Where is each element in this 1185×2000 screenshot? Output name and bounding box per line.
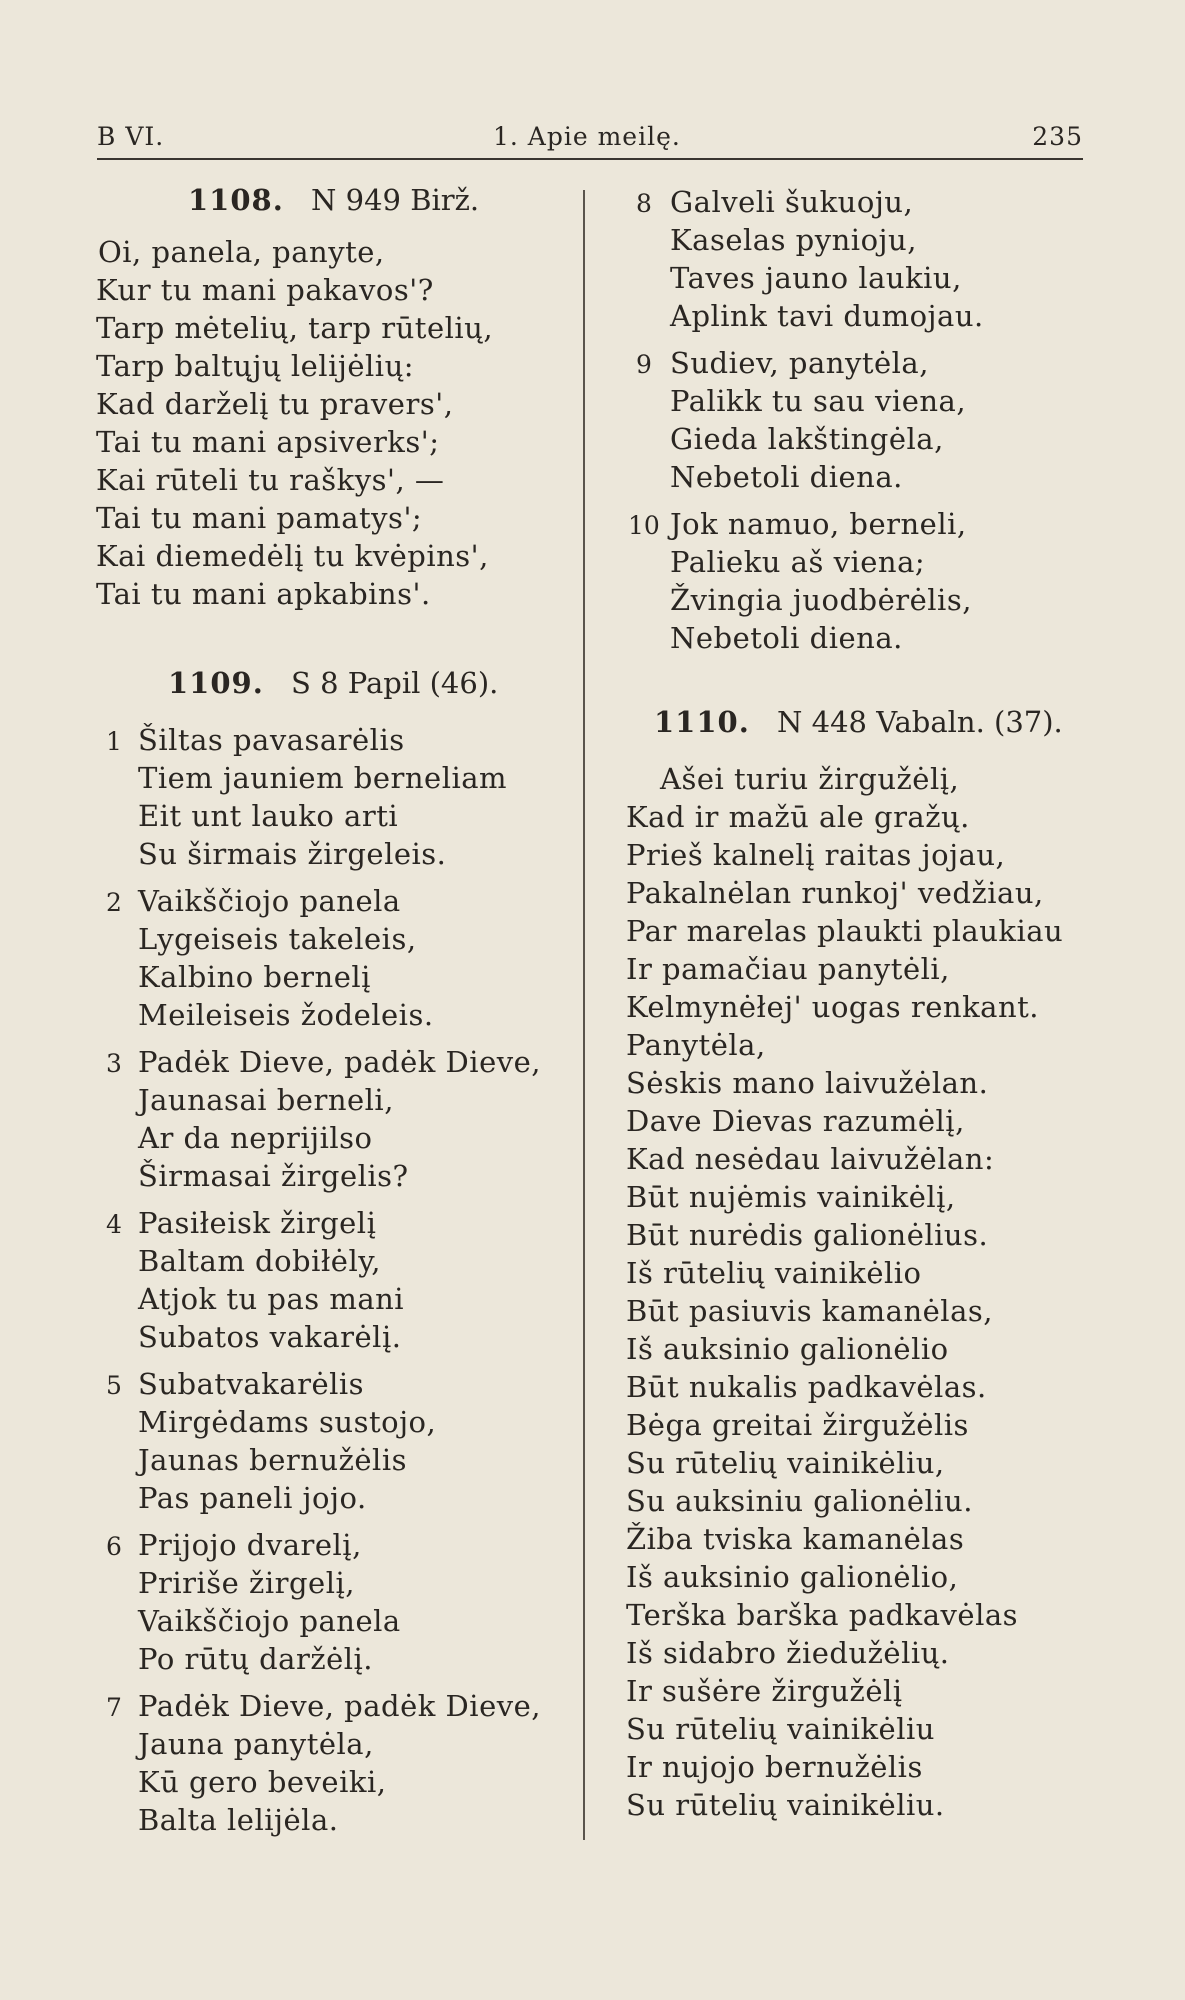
verse-line: Subatos vakarėlį.	[138, 1320, 402, 1354]
verse-line: Subatvakarėlis	[138, 1367, 365, 1401]
verse-line: Meileiseis žodeleis.	[138, 998, 434, 1032]
verse-line: Terška barška padkavėlas	[626, 1598, 1019, 1632]
verse-line: Su rūtelių vainikėliu	[626, 1712, 935, 1746]
verse-number: 9	[636, 350, 652, 379]
verse-line: Su širmais žirgeleis.	[138, 837, 447, 871]
verse-line: Tiem jauniem berneliam	[138, 761, 508, 795]
song-heading-1110	[654, 705, 1063, 739]
verse-line: Sėskis mano laivužėlan.	[626, 1066, 989, 1100]
song-source: N 949 Birž.	[311, 183, 480, 217]
verse-line: Kad darželį tu pravers',	[96, 387, 454, 421]
verse-line: Iš rūtelių vainikėlio	[626, 1256, 922, 1290]
verse-number: 1	[106, 727, 122, 756]
verse-line: Ar da neprijilso	[138, 1121, 373, 1155]
verse-line: Jauna panytėla,	[138, 1727, 374, 1761]
verse-line: Par marelas plaukti plaukiau	[626, 914, 1064, 948]
verse-line: Vaikščiojo panela	[138, 1604, 401, 1638]
verse-line: Tai tu mani apkabins'.	[96, 577, 431, 611]
verse-line: Taves jauno laukiu,	[670, 261, 962, 295]
verse-line: Širmasai žirgelis?	[138, 1159, 409, 1193]
verse-line: Kū gero beveiki,	[138, 1765, 387, 1799]
verse-line: Dave Dievas razumėlį,	[626, 1104, 965, 1138]
section-label: B VI.	[97, 122, 165, 151]
verse-line: Jaunasai berneli,	[138, 1083, 394, 1117]
running-head	[97, 122, 1083, 156]
column-divider	[583, 190, 585, 1840]
verse-line: Kaselas pynioju,	[670, 223, 917, 257]
verse-line: Kelmynėłej' uogas renkant.	[626, 990, 1039, 1024]
verse-line: Žiba tviska kamanėlas	[626, 1522, 965, 1556]
verse-line: Nebetoli diena.	[670, 460, 903, 494]
verse-line: Prieš kalnelį raitas jojau,	[626, 838, 1006, 872]
verse-line: Balta lelijėla.	[138, 1803, 339, 1837]
verse-line: Po rūtų daržėlį.	[138, 1642, 374, 1676]
verse-line: Tai tu mani pamatys';	[96, 501, 423, 535]
verse-line: Tai tu mani apsiverks';	[96, 425, 440, 459]
song-number: 1108.	[188, 183, 284, 217]
verse-line: Pakalnėlan runkoj' vedžiau,	[626, 876, 1044, 910]
verse-line: Ir sušėre žirgužėlį	[626, 1674, 903, 1708]
verse-line: Atjok tu pas mani	[138, 1282, 405, 1316]
verse-line: Kur tu mani pakavos'?	[96, 273, 434, 307]
verse-line: Šiltas pavasarėlis	[138, 723, 405, 757]
verse-line: Kalbino bernelį	[138, 960, 371, 994]
verse-line: Kad nesėdau laivužėlan:	[626, 1142, 995, 1176]
verse-line: Padėk Dieve, padėk Dieve,	[138, 1689, 542, 1723]
verse-line: Ašei turiu žirgužėlį,	[660, 762, 960, 796]
verse-number: 10	[628, 511, 660, 540]
verse-line: Palieku aš viena;	[670, 545, 926, 579]
verse-line: Eit unt lauko arti	[138, 799, 399, 833]
verse-line: Kai rūteli tu raškys', —	[96, 463, 445, 497]
verse-line: Oi, panela, panyte,	[98, 235, 385, 269]
verse-line: Nebetoli diena.	[670, 621, 903, 655]
verse-line: Lygeiseis takeleis,	[138, 922, 417, 956]
verse-line: Jok namuo, berneli,	[670, 507, 967, 541]
song-source: S 8 Papil (46).	[291, 666, 499, 700]
verse-number: 4	[106, 1210, 122, 1239]
verse-number: 8	[636, 189, 652, 218]
verse-line: Tarp mėtelių, tarp rūtelių,	[96, 311, 494, 345]
header-rule	[97, 158, 1083, 160]
verse-line: Būt pasiuvis kamanėlas,	[626, 1294, 993, 1328]
song-source: N 448 Vabaln. (37).	[777, 705, 1063, 739]
verse-line: Būt nukalis padkavėlas.	[626, 1370, 987, 1404]
verse-line: Ir pamačiau panytėli,	[626, 952, 950, 986]
verse-number: 5	[106, 1371, 122, 1400]
verse-line: Iš sidabro žiedužėlių.	[626, 1636, 950, 1670]
verse-number: 2	[106, 888, 122, 917]
verse-line: Vaikščiojo panela	[138, 884, 401, 918]
verse-line: Bėga greitai žirgužėlis	[626, 1408, 969, 1442]
verse-line: Kad ir mažū ale gražų.	[626, 800, 970, 834]
verse-line: Panytėla,	[626, 1028, 766, 1062]
chapter-title: 1. Apie meilę.	[493, 122, 681, 151]
verse-line: Žvingia juodbėrėlis,	[670, 583, 972, 617]
verse-line: Galveli šukuoju,	[670, 185, 914, 219]
verse-line: Būt nujėmis vainikėlį,	[626, 1180, 956, 1214]
verse-line: Su rūtelių vainikėliu.	[626, 1788, 945, 1822]
verse-line: Pririše žirgelį,	[138, 1566, 355, 1600]
verse-line: Mirgėdams sustojo,	[138, 1405, 437, 1439]
verse-line: Su rūtelių vainikėliu,	[626, 1446, 945, 1480]
verse-line: Tarp baltųjų lelijėlių:	[96, 349, 415, 383]
verse-line: Pas paneli jojo.	[138, 1481, 367, 1515]
verse-line: Kai diemedėlį tu kvėpins',	[96, 539, 489, 573]
page-number: 235	[1032, 122, 1083, 151]
verse-line: Pasiłeisk žirgelį	[138, 1206, 377, 1240]
verse-number: 6	[106, 1532, 122, 1561]
verse-line: Iš auksinio galionėlio,	[626, 1560, 959, 1594]
song-number: 1110.	[654, 705, 750, 739]
verse-line: Palikk tu sau viena,	[670, 384, 967, 418]
verse-line: Aplink tavi dumojau.	[670, 299, 984, 333]
verse-line: Prijojo dvarelį,	[138, 1528, 362, 1562]
verse-number: 7	[106, 1693, 122, 1722]
song-heading-1108	[188, 183, 479, 217]
verse-line: Sudiev, panytėla,	[670, 346, 929, 380]
song-heading-1109	[168, 666, 498, 700]
verse-line: Jaunas bernužėlis	[138, 1443, 407, 1477]
verse-line: Baltam dobiłėly,	[138, 1244, 381, 1278]
verse-line: Su auksiniu galionėliu.	[626, 1484, 973, 1518]
verse-line: Padėk Dieve, padėk Dieve,	[138, 1045, 542, 1079]
verse-line: Iš auksinio galionėlio	[626, 1332, 949, 1366]
verse-line: Būt nurėdis galionėlius.	[626, 1218, 989, 1252]
song-number: 1109.	[168, 666, 264, 700]
verse-line: Ir nujojo bernužėlis	[626, 1750, 923, 1784]
verse-number: 3	[106, 1049, 122, 1078]
verse-line: Gieda lakštingėla,	[670, 422, 944, 456]
